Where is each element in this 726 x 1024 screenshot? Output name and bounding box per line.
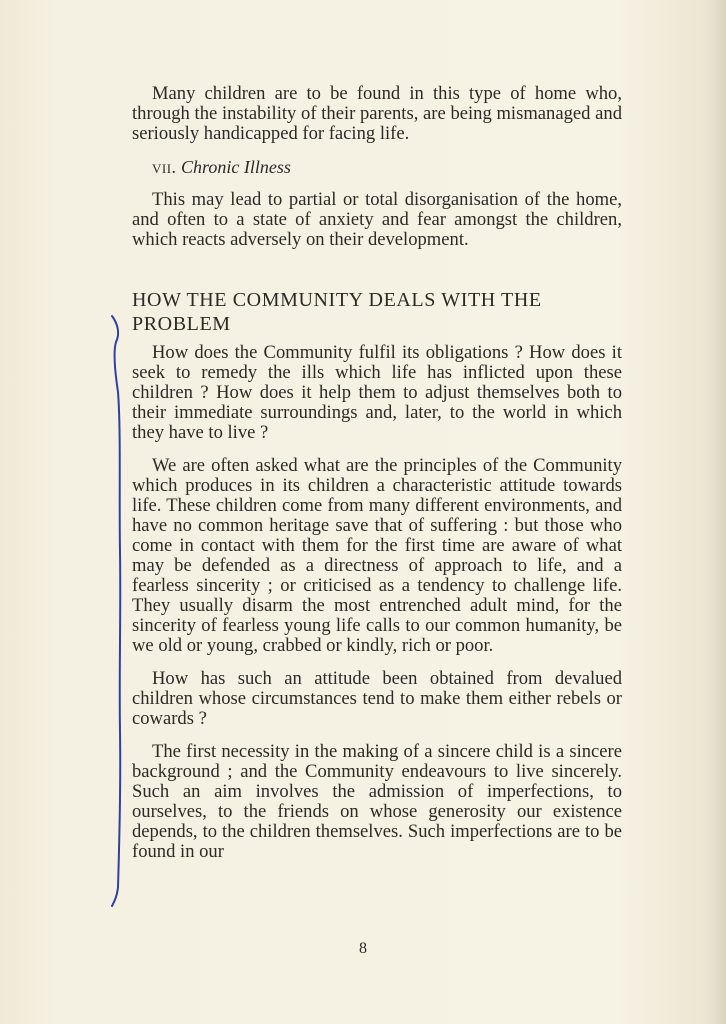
section-heading: HOW THE COMMUNITY DEALS WITH THE PROBLEM [132,289,542,335]
page-number: 8 [359,940,367,957]
section-title: Chronic Illness [181,157,291,177]
paragraph: How does the Community fulfil its obligations ? How does it seek to remedy the ills which life has inflicted upon these children ? How does it help them to adjust themselves both to their immediate surroundings and, later, to the world in which they have to live ? [132,342,622,443]
page-edge [712,0,726,1024]
paragraph: We are often asked what are the principles of the Community which produces in its children a characteristic attitude towards life. These children come from many different environments, and have no common heritage save that of suffering : but those who come in contact with them for the first time are aware of what may be defended as a directness of approach to life, and a fearless sincerity ; or criticised as a tendency to challenge life. They usually disarm the most entrenched adult mind, for the sincerity of fearless young life calls to our common humanity, be we old or young, crabbed or kindly, rich or poor. [132,455,622,656]
body-text [132,84,622,875]
paragraph: Many children are to be found in this type of home who, through the instability of their parents, are being mismanaged and seriously handicapped for facing life. [132,83,622,144]
paragraph: How has such an attitude been obtained from devalued children whose circumstances tend to make them either rebels or cowards ? [132,668,622,729]
margin-pen-line [104,312,128,912]
paragraph: The first necessity in the making of a sincere child is a sincere background ; and the Community endeavours to live sincerely. Such an aim involves the admission of imperfections, to ourselves, to the friends on whose generosity our existence depends, to the children themselves. Such imperfections are to be found in our [132,741,622,862]
paragraph: This may lead to partial or total disorganisation of the home, and often to a state of anxiety and fear amongst the children, which reacts adversely on their development. [132,189,622,250]
section-number: vii. [152,157,177,177]
section-label [132,157,622,177]
